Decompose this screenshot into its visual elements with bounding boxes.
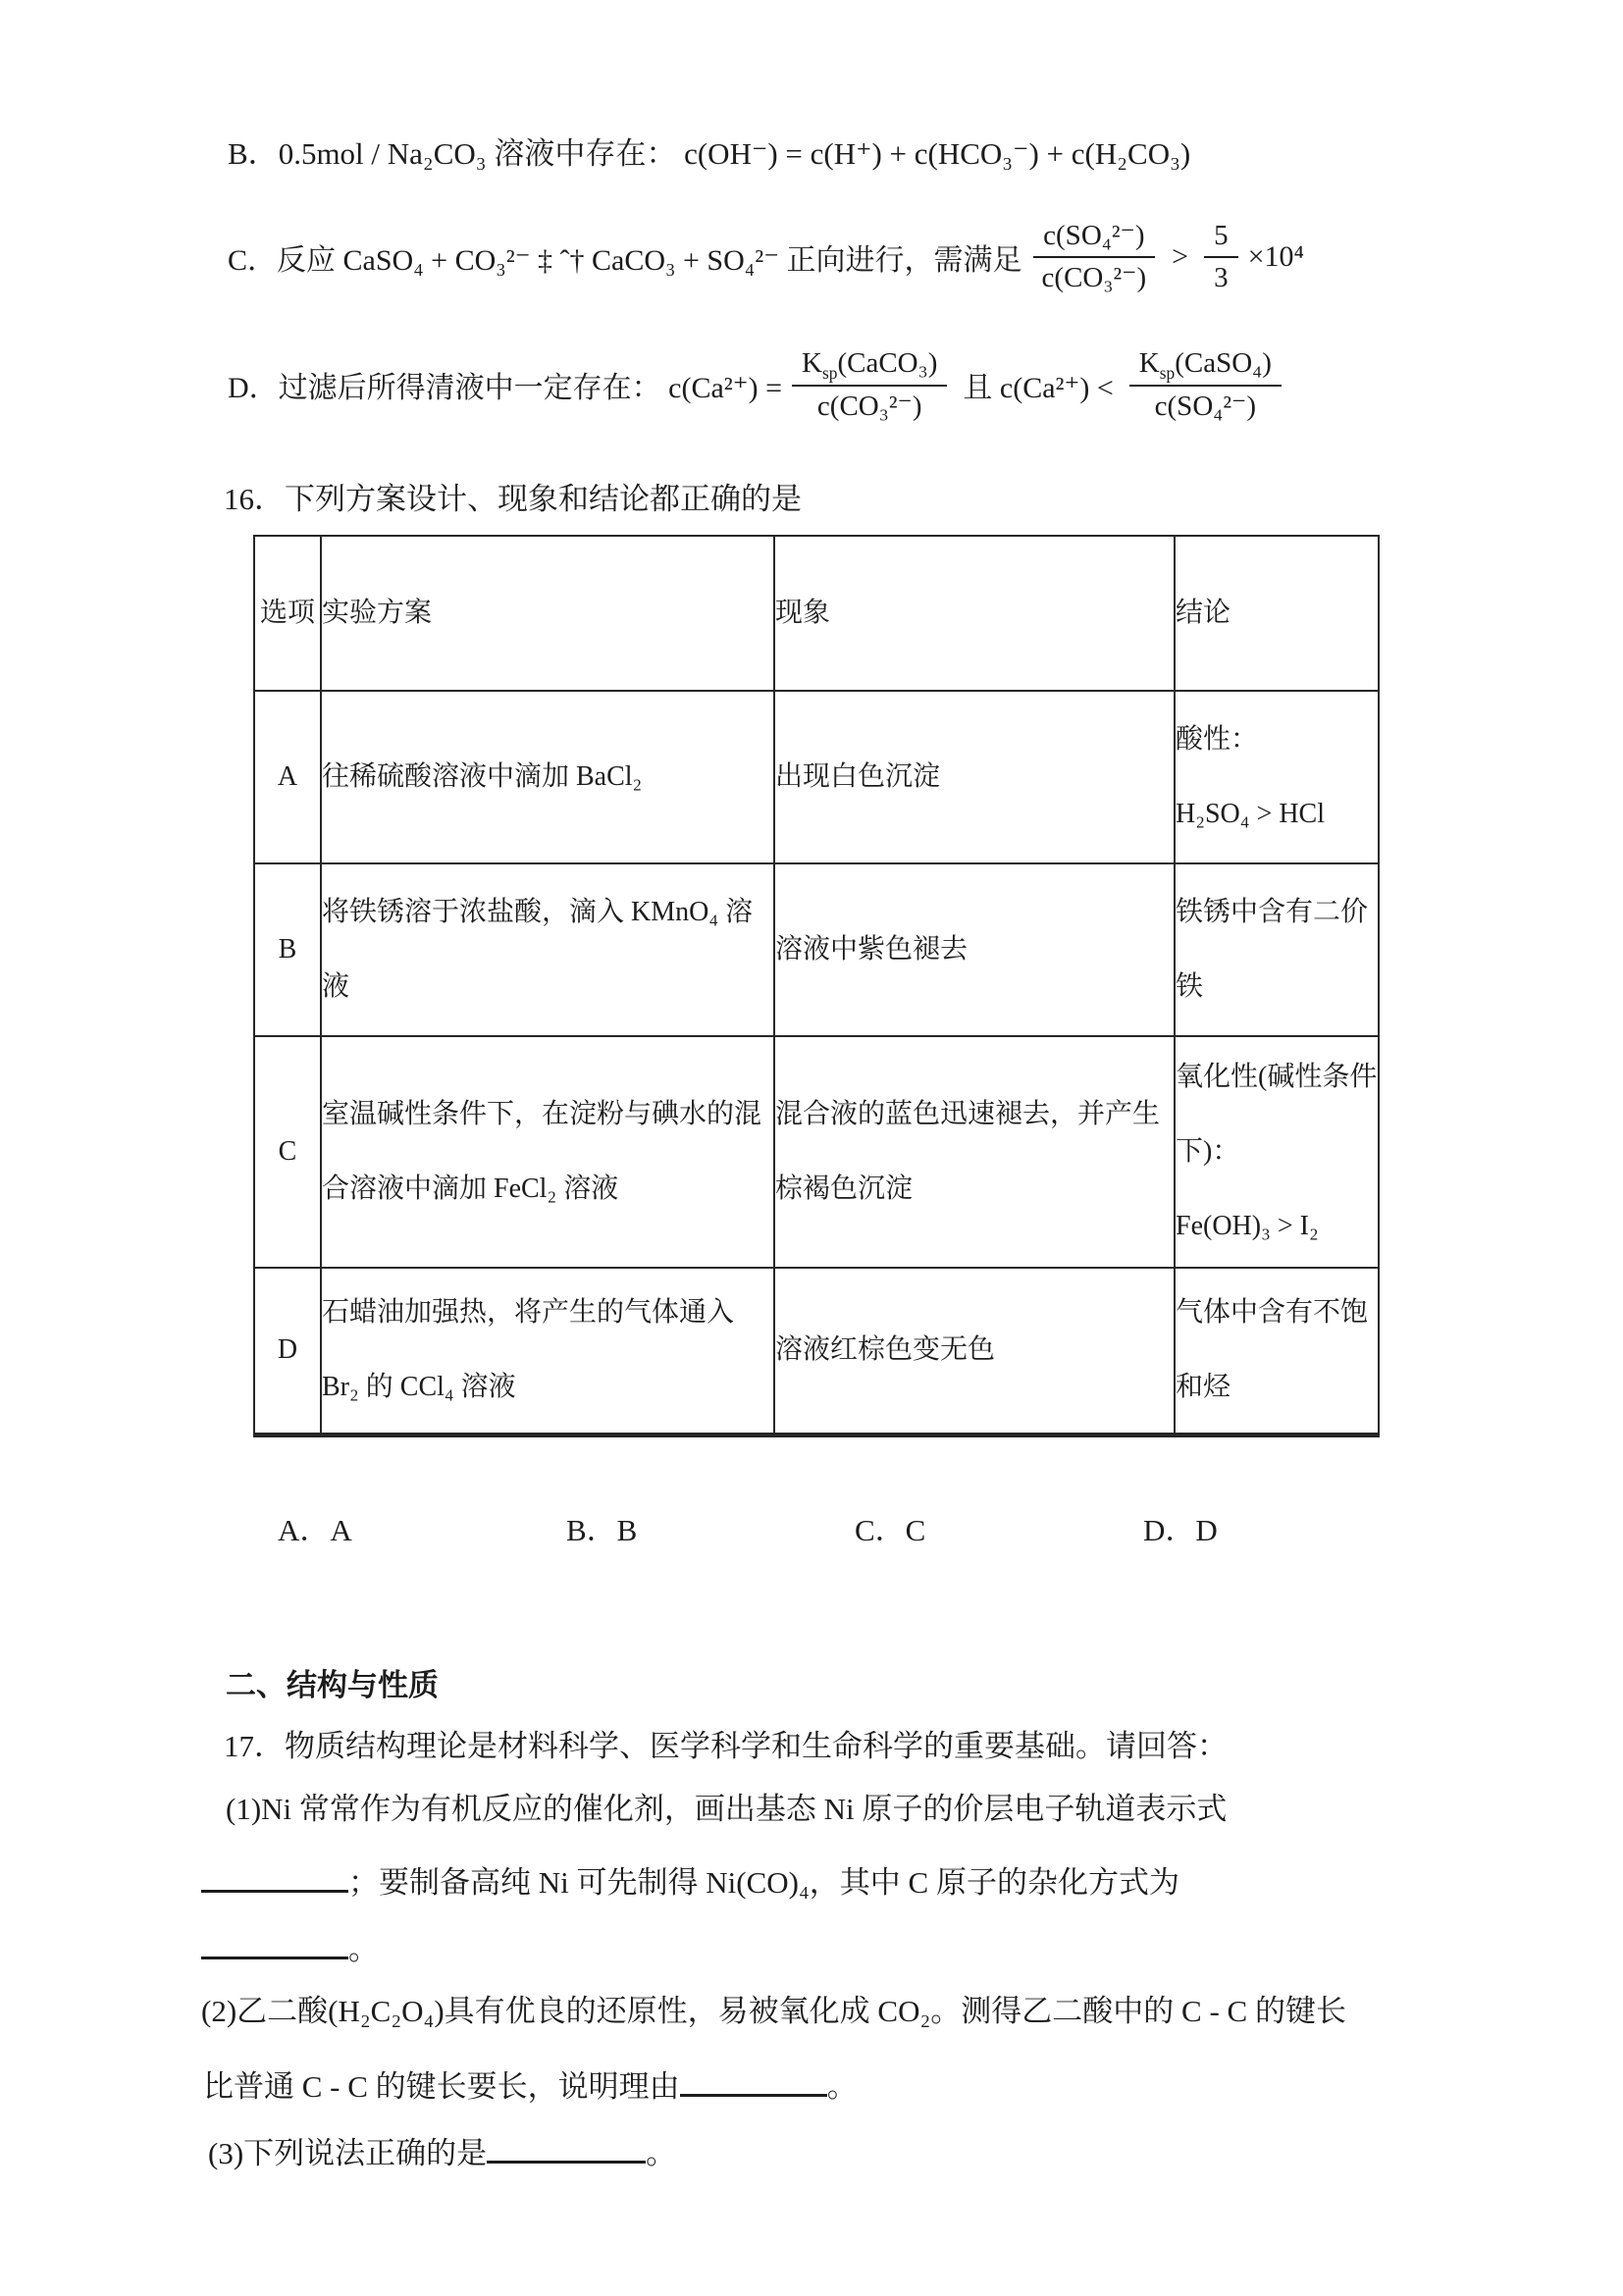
ksp-argument: (CaCO₃) bbox=[837, 346, 938, 379]
option-b-label: B． bbox=[228, 136, 279, 171]
answer-option-c: C．C bbox=[855, 1513, 926, 1547]
option-d-line bbox=[228, 320, 1291, 449]
part-2-line-2 bbox=[203, 2061, 858, 2107]
ksp-argument: (CaSO₄) bbox=[1175, 346, 1272, 379]
part-3-text: (3)下列说法正确的是 bbox=[208, 2136, 488, 2170]
answer-option-d: D．D bbox=[1143, 1513, 1218, 1547]
answer-blank bbox=[680, 2061, 827, 2097]
header-option: 选项 bbox=[254, 536, 321, 691]
fraction-denominator: c(CO₃²⁻) bbox=[816, 390, 922, 422]
question-17-stem bbox=[224, 1727, 1228, 1766]
fraction-ksp-caso4 bbox=[1129, 343, 1282, 427]
fraction-so4-over-co3 bbox=[1032, 216, 1157, 297]
answer-choices-row bbox=[278, 1505, 1428, 1549]
ksp-symbol: K bbox=[1138, 346, 1160, 379]
cell-phenomenon: 溶液红棕色变无色 bbox=[774, 1268, 1175, 1435]
part-1-line-1: (1)Ni 常常作为有机反应的催化剂，画出基态 Ni 原子的价层电子轨道表示式 bbox=[226, 1792, 1228, 1826]
cell-plan: 石蜡油加强热，将产生的气体通入 Br₂ 的 CCl₄ 溶液 bbox=[321, 1268, 774, 1435]
option-c-line bbox=[228, 194, 1304, 320]
answer-option-a: A．A bbox=[278, 1513, 352, 1547]
question-16-number: 16． bbox=[224, 482, 285, 516]
part-2-line-1: (2)乙二酸(H₂C₂O₄)具有优良的还原性，易被氧化成 CO₂。测得乙二酸中的 C - C 的键长 bbox=[201, 1994, 1346, 2028]
question-17-number: 17． bbox=[224, 1729, 285, 1763]
question-16-text: 下列方案设计、现象和结论都正确的是 bbox=[285, 482, 802, 516]
part-2-end: 。 bbox=[826, 2069, 858, 2104]
option-b-line bbox=[228, 134, 1190, 174]
fraction-denominator: c(CO₃²⁻) bbox=[1041, 262, 1147, 293]
cell-option: A bbox=[254, 691, 321, 863]
table-row-c bbox=[254, 1036, 1379, 1268]
cell-plan: 往稀硫酸溶液中滴加 BaCl₂ bbox=[321, 691, 774, 863]
part-1-line-3 bbox=[201, 1923, 379, 1969]
cell-phenomenon: 混合液的蓝色迅速褪去，并产生棕褐色沉淀 bbox=[774, 1036, 1175, 1268]
question-17-text: 物质结构理论是材料科学、医学科学和生命科学的重要基础。请回答： bbox=[285, 1729, 1228, 1763]
option-c-label: C． bbox=[228, 244, 278, 277]
section-heading: 二、结构与性质 bbox=[226, 1668, 439, 1702]
times-ten-power-four: ×10⁴ bbox=[1247, 240, 1304, 273]
conclusion-line-1: 氧化性(碱性条件下)： bbox=[1176, 1062, 1378, 1167]
cell-conclusion: 铁锈中含有二价铁 bbox=[1175, 863, 1379, 1036]
answer-blank bbox=[487, 2127, 646, 2164]
part-1-line-2 bbox=[201, 1856, 1179, 1903]
table-header-row bbox=[254, 536, 1379, 691]
cell-conclusion bbox=[1175, 691, 1379, 863]
cell-conclusion: 气体中含有不饱和烃 bbox=[1175, 1268, 1379, 1435]
ksp-subscript: sp bbox=[1159, 362, 1176, 383]
header-phenomenon: 现象 bbox=[774, 536, 1175, 691]
cell-phenomenon: 出现白色沉淀 bbox=[774, 691, 1175, 863]
cell-plan: 室温碱性条件下，在淀粉与碘水的混合溶液中滴加 FeCl₂ 溶液 bbox=[321, 1036, 774, 1268]
ksp-subscript: sp bbox=[822, 362, 838, 383]
experiment-table bbox=[253, 535, 1380, 1437]
conclusion-line-1: 酸性： bbox=[1176, 724, 1259, 755]
option-d-label: D． bbox=[228, 372, 279, 404]
fraction-denominator: c(SO₄²⁻) bbox=[1154, 390, 1257, 422]
part-2-line-2-text: 比普通 C - C 的键长要长，说明理由 bbox=[203, 2069, 680, 2104]
fraction-five-thirds bbox=[1204, 216, 1238, 297]
table-row-d bbox=[254, 1268, 1379, 1435]
table-row-b bbox=[254, 863, 1379, 1036]
cell-phenomenon: 溶液中紫色褪去 bbox=[774, 863, 1175, 1036]
fraction-denominator: 3 bbox=[1214, 262, 1229, 293]
fraction-numerator: 5 bbox=[1204, 216, 1238, 258]
cell-conclusion bbox=[1175, 1036, 1379, 1268]
cell-option: C bbox=[254, 1036, 321, 1268]
part-1-line-3-text: 。 bbox=[348, 1932, 379, 1966]
table-row-a bbox=[254, 691, 1379, 863]
cell-plan: 将铁锈溶于浓盐酸，滴入 KMnO₄ 溶液 bbox=[321, 863, 774, 1036]
header-plan: 实验方案 bbox=[321, 536, 774, 691]
part-3-line bbox=[208, 2127, 676, 2173]
fraction-ksp-caco3 bbox=[792, 343, 947, 427]
cell-option: D bbox=[254, 1268, 321, 1435]
question-16-stem bbox=[224, 480, 802, 519]
answer-option-b: B．B bbox=[566, 1513, 638, 1547]
fraction-numerator bbox=[1129, 343, 1282, 387]
option-d-and-clause: 且 c(Ca²⁺) < bbox=[963, 372, 1114, 404]
answer-blank bbox=[201, 1923, 348, 1959]
part-1-line-2-text: ；要制备高纯 Ni 可先制得 Ni(CO)₄，其中 C 原子的杂化方式为 bbox=[348, 1865, 1179, 1900]
conclusion-line-2: H₂SO₄ > HCl bbox=[1176, 799, 1326, 829]
header-conclusion: 结论 bbox=[1175, 536, 1379, 691]
option-c-reaction: 反应 CaSO₄ + CO₃²⁻ ‡ ˆ† CaCO₃ + SO₄²⁻ 正向进行，需满足 bbox=[277, 244, 1022, 277]
ksp-symbol: K bbox=[802, 346, 822, 379]
answer-blank bbox=[201, 1856, 348, 1893]
cell-option: B bbox=[254, 863, 321, 1036]
fraction-numerator: c(SO₄²⁻) bbox=[1033, 216, 1154, 258]
part-3-end: 。 bbox=[646, 2136, 677, 2170]
conclusion-line-2: Fe(OH)₃ > I₂ bbox=[1176, 1211, 1319, 1241]
option-b-formula: 0.5mol / Na₂CO₃ 溶液中存在： c(OH⁻) = c(H⁺) + c(HCO₃⁻) + c(H₂CO₃) bbox=[278, 136, 1191, 171]
option-d-statement: 过滤后所得清液中一定存在： c(Ca²⁺) = bbox=[278, 372, 783, 404]
greater-than-sign: > bbox=[1172, 240, 1189, 273]
fraction-numerator bbox=[792, 343, 947, 387]
